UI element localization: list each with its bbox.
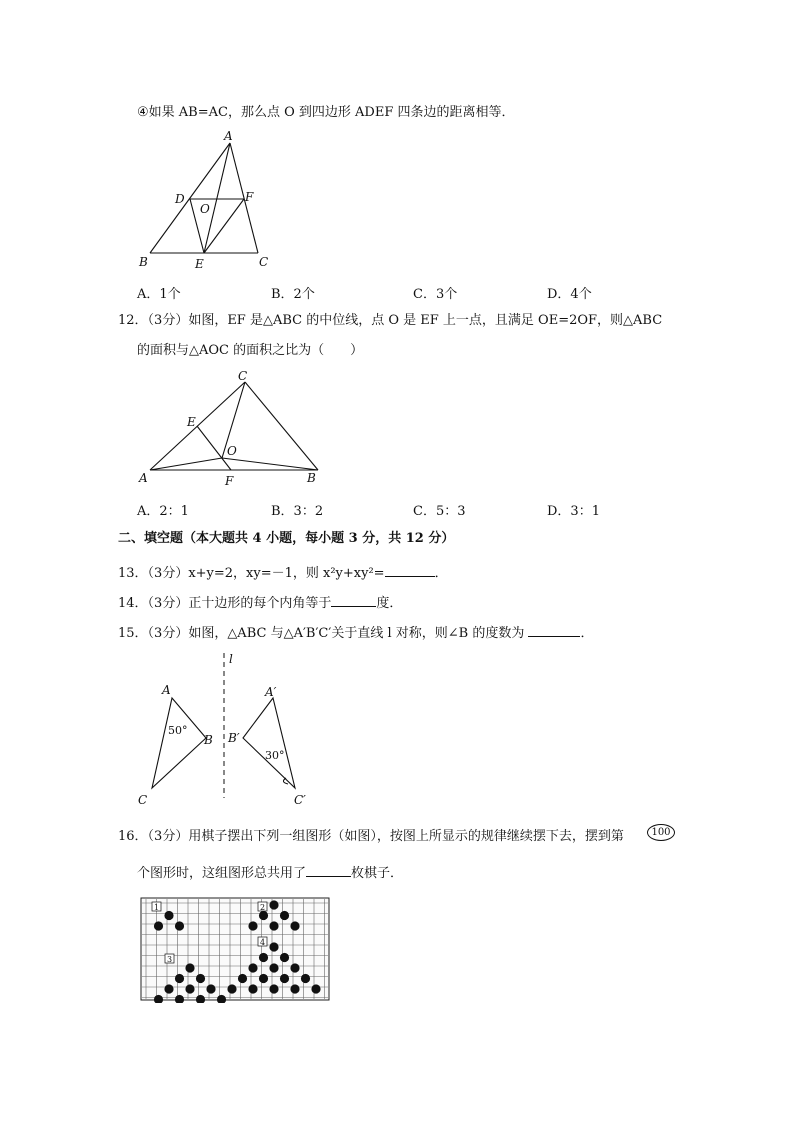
q16-stem-line1: 16．（3分）用棋子摆出下列一组图形（如图），按图上所显示的规律继续摆下去，摆到第 [118, 829, 624, 844]
q12-label-b: B [307, 471, 316, 485]
triangle-abc [152, 698, 206, 788]
go-stone [311, 984, 320, 993]
figure-mark-3: 3 [167, 955, 173, 964]
go-stone [248, 963, 257, 972]
q12-choice-d: D．3：1 [547, 504, 600, 519]
q15-answer-blank[interactable] [528, 623, 580, 637]
q12-label-a: A [139, 471, 148, 485]
q11-side-ab [150, 143, 230, 253]
q15-angle-50: 50° [168, 724, 188, 737]
q12-label-f: F [225, 474, 234, 488]
q12-figure [135, 368, 335, 490]
go-stone [185, 963, 194, 972]
go-stone [280, 911, 289, 920]
q11-label-c: C [259, 255, 269, 269]
figure-mark-4: 4 [260, 938, 266, 947]
q11-statement-4: ④如果 AB=AC，那么点 O 到四边形 ADEF 四条边的距离相等． [137, 104, 515, 120]
q11-label-a: A [224, 129, 233, 143]
q14: 14．（3分）正十边形的每个内角等于 度． [118, 593, 402, 613]
q15-label-b: B [204, 733, 213, 747]
go-stone [269, 984, 278, 993]
q12-label-e: E [187, 415, 196, 429]
go-stone [154, 921, 163, 930]
go-stone [290, 921, 299, 930]
go-stone [280, 953, 289, 962]
q12-stem-line2: 的面积与△AOC 的面积之比为（ ） [137, 343, 364, 358]
q12-seg-ef [197, 426, 231, 470]
q15-label-a: A [162, 683, 171, 697]
q15: 15．（3分）如图，△ABC 与△A′B′C′关于直线 l 对称，则∠B 的度数为 ． [118, 623, 593, 643]
go-stone [290, 963, 299, 972]
q12-label-o: O [227, 444, 237, 458]
q12-choice-b: B．3：2 [271, 504, 324, 519]
go-stone [301, 974, 310, 983]
go-stone [164, 911, 173, 920]
q11-choice-c: C．3个 [413, 287, 458, 302]
go-stone [259, 974, 268, 983]
go-stone [196, 974, 205, 983]
q15-angle-30: 30° [265, 749, 285, 762]
q11-label-d: D [175, 192, 185, 206]
figure-mark-1: 1 [154, 903, 160, 912]
go-stone [248, 984, 257, 993]
q13: 13．（3分）x+y=2，xy=－1，则 x²y+xy²= ． [118, 563, 448, 583]
go-stone [280, 974, 289, 983]
q14-answer-blank[interactable] [331, 593, 376, 607]
circled-number-100: 100 [647, 824, 675, 841]
go-stone [175, 974, 184, 983]
q16-stem-line2: 个图形时，这组图形总共用了 枚棋子． [137, 863, 403, 883]
go-stone [259, 911, 268, 920]
q15-figure [130, 648, 330, 813]
q11-choice-d: D．4个 [547, 287, 592, 302]
go-stone [290, 984, 299, 993]
q11-choice-b: B．2个 [271, 287, 315, 302]
q15-label-c: C [138, 793, 148, 807]
go-stone [248, 921, 257, 930]
go-stone [175, 921, 184, 930]
q15-label-c2: C′ [294, 793, 306, 807]
q11-figure [130, 128, 280, 273]
section-heading: 二、填空题（本大题共 4 小题，每小题 3 分，共 12 分） [118, 531, 455, 546]
q12-choice-c: C．5：3 [413, 504, 466, 519]
q12-stem-line1: 12．（3分）如图，EF 是△ABC 的中位线，点 O 是 EF 上一点，且满足 OE=2OF，则△ABC [118, 313, 663, 328]
go-stone [164, 984, 173, 993]
go-stone [269, 900, 278, 909]
q16-go-board-figure [140, 897, 332, 1003]
go-stone [269, 963, 278, 972]
q15-label-l: l [229, 652, 233, 666]
q13-answer-blank[interactable] [385, 563, 435, 577]
q11-choice-a: A．1个 [137, 287, 181, 302]
go-stone [259, 953, 268, 962]
figure-mark-2: 2 [260, 903, 266, 912]
triangle-a2b2c2 [243, 698, 295, 788]
q12-choice-a: A．2：1 [137, 504, 189, 519]
q12-label-c: C [238, 369, 248, 383]
q12-seg-bo [222, 458, 318, 470]
go-stone [269, 942, 278, 951]
go-stone [238, 974, 247, 983]
q11-side-ac [230, 143, 258, 253]
go-stone [227, 984, 236, 993]
q11-seg-ae [204, 143, 230, 253]
circled-number-4: ④ [137, 104, 149, 120]
q16-answer-blank[interactable] [306, 863, 351, 877]
q15-label-a2: A′ [265, 685, 277, 699]
go-stone [269, 921, 278, 930]
q11-label-f: F [245, 190, 254, 204]
go-stone [185, 984, 194, 993]
q11-label-o: O [200, 202, 210, 216]
q11-label-e: E [195, 257, 204, 271]
q12-side-bc [245, 382, 318, 470]
q11-label-b: B [139, 255, 148, 269]
q15-label-b2: B′ [228, 731, 240, 745]
go-stone [206, 984, 215, 993]
